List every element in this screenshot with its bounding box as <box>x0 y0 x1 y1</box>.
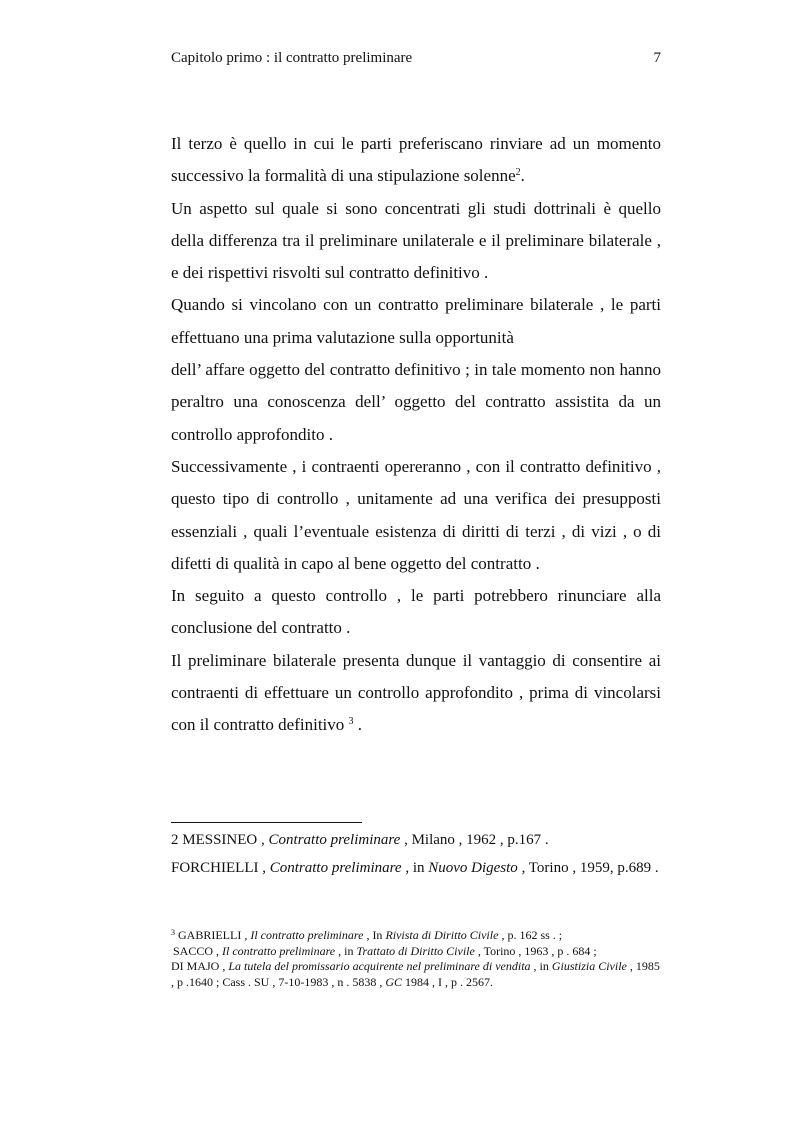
footnote-3-line-3: DI MAJO , La tutela del promissario acquirente nel preliminare di vendita , in Giustizia Civile , 1985 , p .1640 ; Cass . SU , 7-10-1983 , n . 5838 , GC 1984 , I , p . 2567. <box>171 959 660 989</box>
main-text <box>171 128 661 742</box>
paragraph-3: Quando si vincolano con un contratto preliminare bilaterale , le parti effettuano una prima valutazione sulla opportunità <box>171 295 661 347</box>
paragraph-6: Il preliminare bilaterale presenta dunque il vantaggio di consentire ai contraenti di effettuare un controllo approfondito , prima di vincolarsi con il contratto definitivo $^3$ . <box>171 650 661 735</box>
footnote-2 <box>171 826 661 882</box>
paragraph-1: Il terzo è quello in cui le parti preferiscano rinviare ad un momento successivo la formalità di una stipulazione solenne$^2$. <box>171 134 661 186</box>
footnote-separator <box>171 822 362 823</box>
paragraph-4: Successivamente , i contraenti opereranno , con il contratto definitivo , questo tipo di controllo , unitamente ad una verifica dei presupposti essenziali , quali l’eventuale esistenza di diritti di terzi , di vizi , o di difetti di qualità in capo al bene oggetto del contratto . <box>171 456 661 573</box>
page-number: 7 <box>653 50 661 66</box>
footnote-2-line-1: 2 MESSINEO , Contratto preliminare , Milano , 1962 , p.167 . <box>171 832 549 848</box>
paragraph-2: Un aspetto sul quale si sono concentrati gli studi dottrinali è quello della differenza tra il preliminare unilaterale e il preliminare bilaterale , e dei rispettivi risvolti sul contratto definitivo . <box>171 198 661 283</box>
footnote-3-line-2: SACCO , Il contratto preliminare , in Trattato di Diritto Civile , Torino , 1963 , p . 684 ; <box>173 943 597 958</box>
paragraph-5: In seguito a questo controllo , le parti potrebbero rinunciare alla conclusione del contratto . <box>171 586 661 638</box>
footnote-ref-2[interactable]: 2 <box>515 167 521 179</box>
footnote-2-line-2: FORCHIELLI , Contratto preliminare , in Nuovo Digesto , Torino , 1959, p.689 . <box>171 860 659 876</box>
footnote-3 <box>171 928 661 990</box>
footnote-ref-3[interactable]: 3 <box>348 716 354 728</box>
footnote-3-line-1: $^3$ GABRIELLI , Il contratto preliminare , In Rivista di Diritto Civile , p. 162 ss . ; <box>171 928 563 942</box>
chapter-title: Capitolo primo : il contratto preliminare <box>171 50 413 66</box>
paragraph-3-cont: dell’ affare oggetto del contratto definitivo ; in tale momento non hanno peraltro una conoscenza dell’ oggetto del contratto assistita da un controllo approfondito . <box>171 360 661 444</box>
